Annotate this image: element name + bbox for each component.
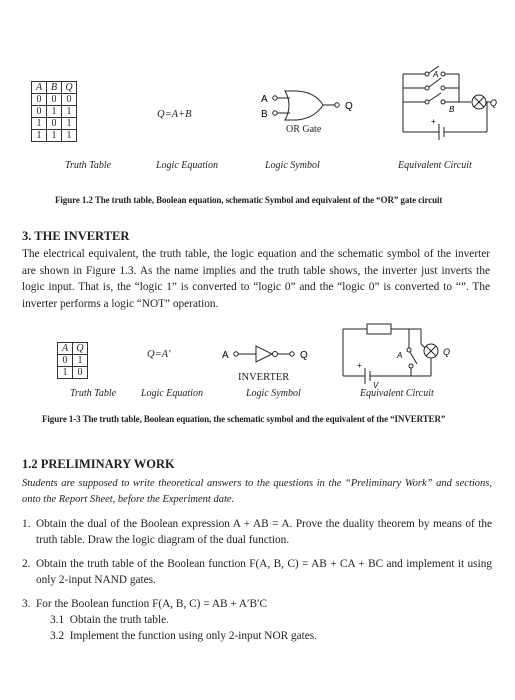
tt-cell: 1 [32, 118, 47, 130]
or-gate-symbol [255, 88, 365, 148]
or-input-a-label: A [261, 94, 268, 105]
inverter-gate-name: INVERTER [238, 372, 290, 383]
inverter-equivalent-circuit [335, 318, 470, 390]
tt-cell: 0 [32, 106, 47, 118]
tt-cell: 1 [58, 367, 73, 379]
or-equivalent-circuit [395, 66, 505, 158]
item-number: 3.2 [50, 630, 65, 642]
tt-cell: 1 [62, 118, 77, 130]
switch-a-label: A [397, 351, 403, 360]
battery-v-label: V [373, 381, 379, 390]
inverter-truth-table [57, 342, 88, 379]
item-number: 1. [22, 518, 31, 530]
tt-cell: 1 [47, 106, 62, 118]
item-number: 2. [22, 558, 31, 570]
tt-cell: 1 [62, 106, 77, 118]
tt-cell: 0 [32, 94, 47, 106]
tt-header: B [47, 82, 62, 94]
inverter-caption-logic-symbol: Logic Symbol [246, 388, 301, 399]
item-number: 3. [22, 598, 31, 610]
svg-text:+: + [431, 117, 436, 126]
tt-cell: 1 [62, 130, 77, 142]
section-3-paragraph: The electrical equivalent, the truth table, the logic equation and the schematic symbol of the inverter are shown in Figure 1.3. As the name implies and the truth table shows, the inverter just inverts the logic input. That is, the “logic 1” is converted to “logic 0” and the “logic 0” is converted to “”. The inverter performs a logic “NOT” operation. [22, 248, 490, 310]
section-3-heading: 3. THE INVERTER [22, 229, 130, 243]
inverter-input-label: A [222, 350, 229, 361]
inverter-output-label: Q [300, 350, 308, 361]
item-text: Obtain the truth table of the Boolean function F(A, B, C) = AB + CA + BC and implement it using only 2-input NAND gates. [36, 558, 492, 586]
tt-cell: 0 [73, 367, 88, 379]
list-item [22, 596, 492, 612]
tt-header: Q [62, 82, 77, 94]
figure-1-3-caption: Figure 1-3 The truth table, Boolean equation, the schematic symbol and the equivalent of the “INVERTER” [42, 414, 446, 424]
inverter-gate-symbol [220, 342, 320, 370]
svg-text:+: + [357, 361, 362, 370]
item-text: Implement the function using only 2-input NOR gates. [69, 630, 318, 642]
tt-header: A [32, 82, 47, 94]
or-caption-logic-equation: Logic Equation [156, 160, 218, 171]
or-truth-table [31, 81, 77, 142]
section-1-2-heading: 1.2 PRELIMINARY WORK [22, 457, 175, 471]
switch-b-label: B [449, 105, 455, 114]
or-caption-truth-table: Truth Table [65, 160, 112, 171]
sub-list-item [50, 612, 490, 628]
sub-list-item [50, 628, 490, 644]
preliminary-note: Students are supposed to write theoretical answers to the questions in the “Preliminary Work” and sections, onto the Report Sheet, before the Experiment date. [22, 478, 492, 505]
tt-header: A [58, 343, 73, 355]
figure-1-2-caption: Figure 1.2 The truth table, Boolean equation, schematic Symbol and equivalent of the “OR” gate circuit [55, 195, 443, 205]
item-text: For the Boolean function F(A, B, C) = AB + A′B′C [36, 598, 268, 610]
list-item [22, 556, 492, 588]
inverter-logic-equation: Q=A' [147, 349, 171, 360]
tt-cell: 0 [47, 94, 62, 106]
tt-cell: 1 [73, 355, 88, 367]
tt-cell: 0 [62, 94, 77, 106]
or-input-b-label: B [261, 109, 268, 120]
or-logic-equation: Q=A+B [157, 109, 192, 120]
tt-cell: 1 [32, 130, 47, 142]
tt-cell: 0 [47, 118, 62, 130]
tt-cell: 0 [58, 355, 73, 367]
tt-cell: 1 [47, 130, 62, 142]
or-caption-equivalent-circuit: Equivalent Circuit [398, 160, 472, 171]
list-item [22, 516, 492, 548]
switch-a-label: A [433, 70, 439, 79]
or-output-label: Q [345, 101, 353, 112]
item-number: 3.1 [50, 614, 65, 626]
or-gate-name: OR Gate [286, 124, 322, 135]
item-text: Obtain the dual of the Boolean expression A + AB = A. Prove the duality theorem by means of the truth table. Draw the logic diagram of the dual function. [36, 518, 492, 546]
inverter-caption-logic-equation: Logic Equation [141, 388, 203, 399]
tt-header: Q [73, 343, 88, 355]
inverter-caption-truth-table: Truth Table [70, 388, 117, 399]
lamp-q-label: Q [490, 98, 498, 108]
item-text: Obtain the truth table. [69, 614, 169, 626]
lamp-q-label: Q [443, 347, 451, 357]
inverter-caption-equivalent-circuit: Equivalent Circuit [360, 388, 434, 399]
or-caption-logic-symbol: Logic Symbol [265, 160, 320, 171]
